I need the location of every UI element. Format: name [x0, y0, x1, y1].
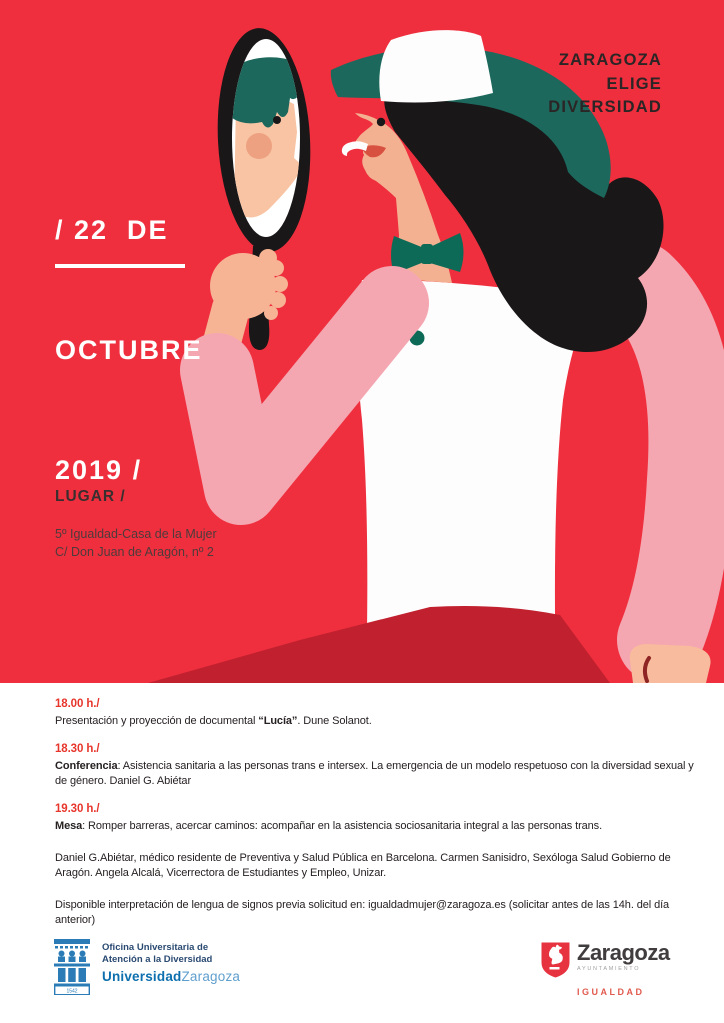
brand-line-1: ZARAGOZA: [558, 51, 662, 69]
schedule-section: [55, 697, 700, 928]
lion-shield-icon: [540, 941, 571, 979]
location-address: [55, 526, 217, 561]
university-building-icon: [52, 938, 92, 996]
schedule-description: [55, 714, 700, 729]
desc-text: : Romper barreras, acercar caminos: acompañar en la asistencia sociosanitaria integral a las personas trans.: [82, 820, 603, 832]
desc-text: . Dune Solanot.: [297, 715, 372, 727]
desc-bold: “Lucía”: [258, 715, 298, 727]
brand-line-3: DIVERSIDAD: [548, 98, 662, 116]
council-text: [577, 941, 670, 972]
council-logo-block: [540, 941, 670, 997]
contact-email[interactable]: igualdadmujer@zaragoza.es: [368, 899, 506, 911]
schedule-item-1930: [55, 802, 700, 834]
university-text: [102, 938, 240, 984]
council-row: [540, 941, 670, 979]
woman-eye: [377, 118, 385, 126]
interpretation-note: [55, 898, 700, 928]
schedule-time: 18.30 h./: [55, 743, 100, 755]
location-heading: LUGAR /: [55, 488, 126, 505]
brand-line-2: ELIGE: [606, 74, 662, 93]
office-line-1: Oficina Universitaria de: [102, 942, 209, 953]
location-block: [55, 488, 217, 561]
hat-crown: [379, 30, 493, 102]
university-logo-block: [52, 938, 240, 996]
university-office: [102, 942, 240, 965]
address-line-2: C/ Don Juan de Aragón, nº 2: [55, 544, 214, 559]
schedule-item-1830: [55, 742, 700, 789]
man-eye: [273, 116, 281, 124]
schedule-description: [55, 819, 700, 834]
interpretation-text: (solicitar antes de las 14h. del día anterior): [55, 899, 670, 926]
speakers-paragraph: Daniel G.Abiétar, médico residente de Preventiva y Salud Pública en Barcelona. Carmen Sanisidro, Sexóloga Salud Gobierno de Aragón. Angela Alcalá, Vicerrectora de Estudiantes y Empleo, Unizar.: [55, 852, 671, 879]
schedule-description: [55, 759, 700, 789]
university-brand-light: Zaragoza: [181, 969, 241, 984]
office-line-2: Atención a la Diversidad: [102, 953, 213, 965]
schedule-item-1800: [55, 697, 700, 729]
date-line-3: 2019 /: [55, 455, 143, 485]
desc-text: Presentación y proyección de documental: [55, 715, 259, 727]
date-line-1: / 22 DE: [55, 215, 169, 245]
address-line-1: 5º Igualdad-Casa de la Mujer: [55, 527, 217, 541]
interpretation-text: Disponible interpretación de lengua de signos previa solicitud en:: [55, 899, 369, 911]
desc-text: : Asistencia sanitaria a las personas trans e intersex. La emergencia de un modelo respetuoso con la diversidad sexual y de género. Daniel G. Abiétar: [55, 760, 694, 787]
date-underline: [55, 264, 185, 268]
council-subtitle: AYUNTAMIENTO: [577, 966, 641, 972]
date-line-2: OCTUBRE: [55, 335, 203, 365]
schedule-time: 18.00 h./: [55, 698, 100, 710]
schedule-time: 19.30 h./: [55, 803, 100, 815]
desc-bold: Mesa: [55, 820, 83, 832]
university-founded-year: 1542: [66, 988, 78, 995]
desc-bold: Conferencia: [55, 760, 118, 772]
university-brand: [102, 969, 240, 984]
right-hand: [630, 644, 711, 683]
council-department: IGUALDAD: [577, 987, 645, 997]
man-cheek: [246, 133, 272, 159]
brand-title: [548, 49, 662, 120]
council-name: Zaragoza: [577, 940, 670, 965]
university-brand-bold: Universidad: [102, 969, 182, 984]
